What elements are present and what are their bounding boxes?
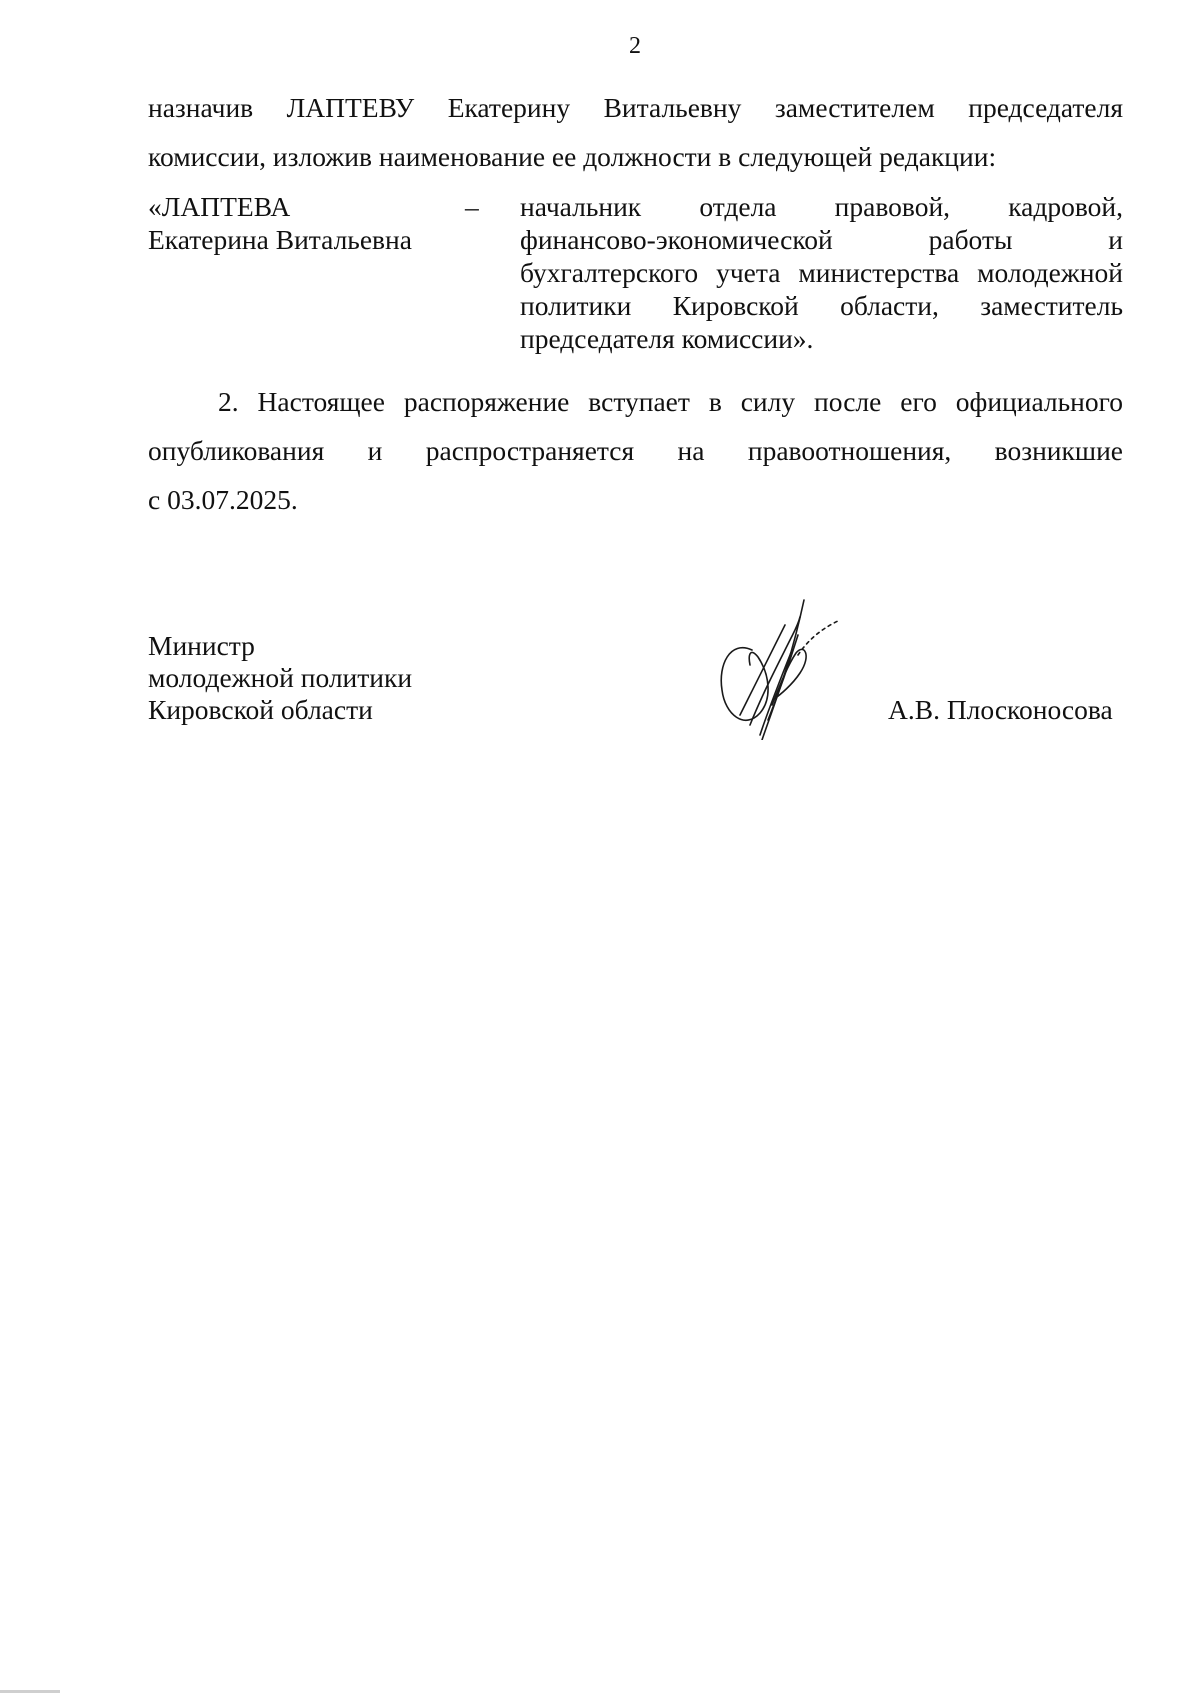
- paragraph1-line-1: назначив ЛАПТЕВУ Екатерину Витальевну заместителем председателя: [148, 92, 1123, 123]
- entry-description-line-1: начальник отдела правовой, кадровой,: [520, 191, 1123, 222]
- signatory-name: А.В. Плосконосова: [888, 694, 1113, 725]
- handwritten-signature: [700, 595, 860, 740]
- entry-name-line-2: Екатерина Витальевна: [148, 224, 412, 255]
- entry-description: [520, 190, 1123, 355]
- entry-dash: –: [465, 191, 479, 222]
- paragraph2-line-1-text: 2. Настоящее распоряжение вступает в силу после его официального: [218, 386, 1123, 417]
- entry-description-line-3: бухгалтерского учета министерства молодежной: [520, 257, 1123, 288]
- paragraph2-line-2: опубликования и распространяется на правоотношения, возникшие: [148, 435, 1123, 466]
- entry-name-line-1: «ЛАПТЕВА: [148, 191, 291, 222]
- signatory-title-line-1: Министр: [148, 630, 255, 661]
- entry-description-line-2: финансово-экономической работы и: [520, 224, 1123, 255]
- entry-description-line-4: политики Кировской области, заместитель: [520, 290, 1123, 321]
- signatory-title-line-3: Кировской области: [148, 694, 373, 725]
- entry-description-line-5: председателя комиссии».: [520, 323, 814, 354]
- paragraph1-line-2: комиссии, изложив наименование ее должности в следующей редакции:: [148, 141, 997, 172]
- page-number: 2: [629, 33, 641, 59]
- signatory-title: [148, 630, 412, 726]
- scan-edge-mark: [0, 1690, 60, 1693]
- entry-name: [148, 190, 412, 256]
- paragraph2-line-3: с 03.07.2025.: [148, 484, 298, 515]
- paragraph2-line-1: [148, 386, 1123, 418]
- signatory-title-line-2: молодежной политики: [148, 662, 413, 693]
